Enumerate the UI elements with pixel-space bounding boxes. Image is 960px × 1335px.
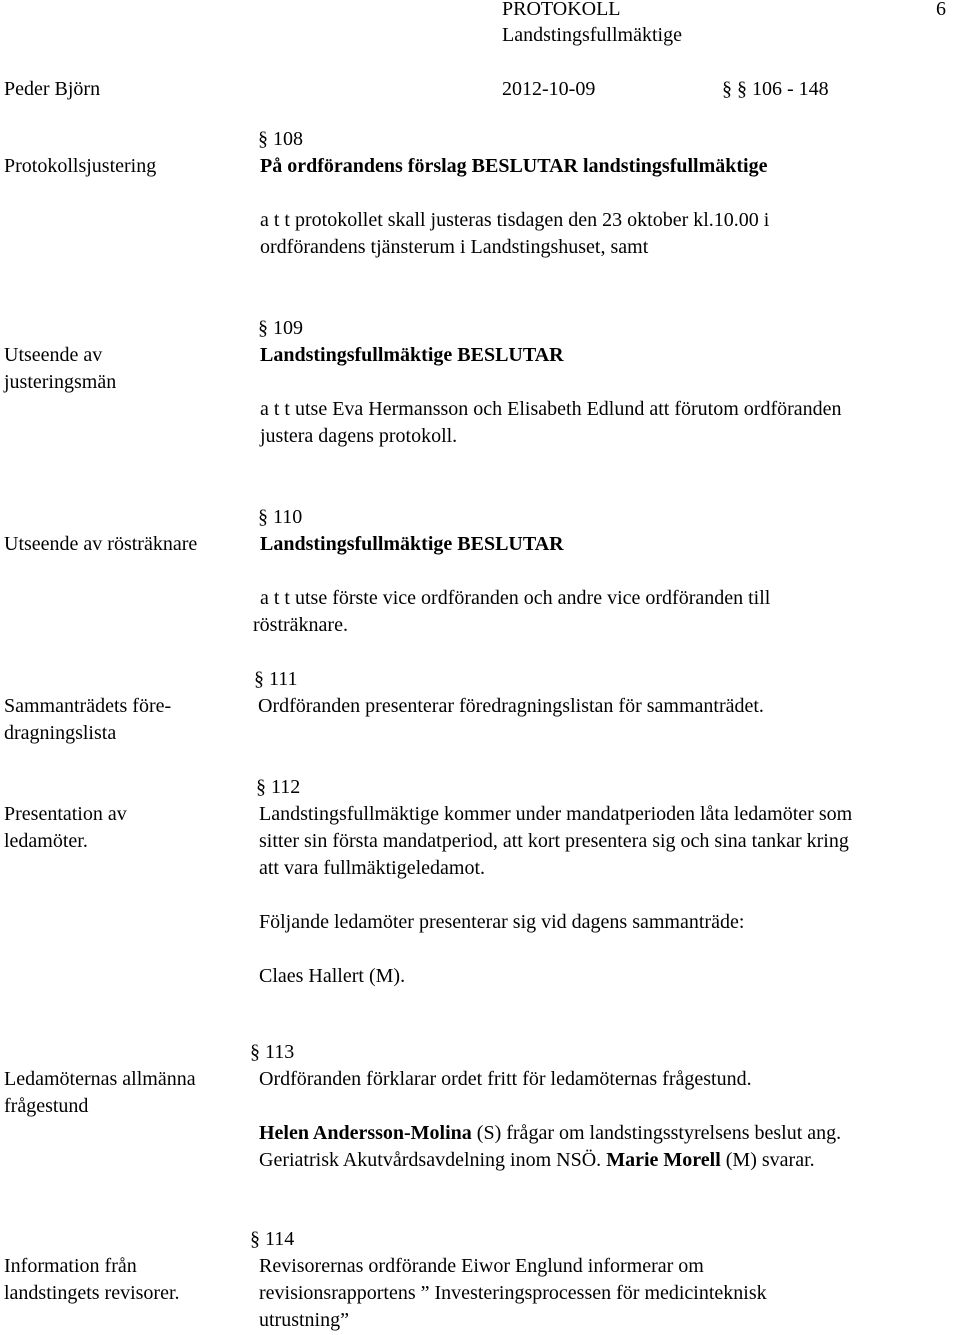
body-line-109-1: a t t utse Eva Hermansson och Elisabeth Edlund att förutom ordföranden — [260, 398, 842, 420]
body-line-108-2: ordförandens tjänsterum i Landstingshuset, samt — [260, 236, 649, 258]
answer-text: (M) svarar. — [720, 1149, 815, 1171]
meeting-date: 2012-10-09 — [502, 78, 596, 100]
question-text-continued: Geriatrisk Akutvårdsavdelning inom NSÖ. — [259, 1149, 607, 1171]
question-line-113-1 — [259, 1120, 841, 1147]
margin-label-113-2: frågestund — [4, 1095, 89, 1117]
body-line-108-1: a t t protokollet skall justeras tisdagen den 23 oktober kl.10.00 i — [260, 209, 770, 231]
margin-label-112-2: ledamöter. — [4, 830, 88, 852]
paragraph-number-112: § 112 — [256, 776, 301, 798]
body-line-111-1: Ordföranden presenterar föredragningslistan för sammanträdet. — [258, 695, 764, 717]
body-line-110-1: a t t utse förste vice ordföranden och andre vice ordföranden till — [260, 587, 771, 609]
margin-label-114-1: Information från — [4, 1255, 137, 1277]
paragraph-number-109: § 109 — [258, 317, 303, 339]
margin-label-109-1: Utseende av — [4, 344, 103, 366]
paragraph-number-111: § 111 — [254, 668, 298, 690]
margin-label-112-1: Presentation av — [4, 803, 127, 825]
document-subtitle: Landstingsfullmäktige — [502, 24, 682, 46]
presenting-members-intro: Följande ledamöter presenterar sig vid dagens sammanträde: — [259, 911, 745, 933]
decision-heading-108: På ordförandens förslag BESLUTAR landstingsfullmäktige — [260, 155, 768, 177]
author-name: Peder Björn — [4, 78, 101, 100]
margin-label-109-2: justeringsmän — [4, 371, 117, 393]
paragraph-number-110: § 110 — [258, 506, 303, 528]
body-line-112-1: Landstingsfullmäktige kommer under mandatperioden låta ledamöter som — [259, 803, 853, 825]
body-line-110-2: rösträknare. — [253, 614, 348, 636]
paragraph-number-113: § 113 — [250, 1041, 295, 1063]
body-line-114-3: utrustning” — [259, 1309, 349, 1331]
presenting-member-name: Claes Hallert (M). — [259, 965, 406, 987]
respondent-name: Marie Morell — [606, 1149, 721, 1171]
question-line-113-2 — [259, 1147, 815, 1174]
margin-label-113-1: Ledamöternas allmänna — [4, 1068, 196, 1090]
paragraph-number-114: § 114 — [250, 1228, 295, 1250]
body-line-114-1: Revisorernas ordförande Eiwor Englund informerar om — [259, 1255, 704, 1277]
questioner-name: Helen Andersson-Molina — [259, 1122, 472, 1144]
question-text: (S) frågar om landstingsstyrelsens beslut ang. — [471, 1122, 842, 1144]
body-line-112-2: sitter sin första mandatperiod, att kort presentera sig och sina tankar kring — [259, 830, 849, 852]
margin-label-111-2: dragningslista — [4, 722, 117, 744]
paragraph-range: § § 106 - 148 — [722, 78, 829, 100]
body-line-113-1: Ordföranden förklarar ordet fritt för ledamöternas frågestund. — [259, 1068, 752, 1090]
margin-label-111-1: Sammanträdets före- — [4, 695, 172, 717]
margin-label-108: Protokollsjustering — [4, 155, 157, 177]
margin-label-110: Utseende av rösträknare — [4, 533, 198, 555]
decision-heading-109: Landstingsfullmäktige BESLUTAR — [260, 344, 564, 366]
body-line-109-2: justera dagens protokoll. — [260, 425, 458, 447]
body-line-112-3: att vara fullmäktigeledamot. — [259, 857, 486, 879]
paragraph-number-108: § 108 — [258, 128, 303, 150]
body-line-114-2: revisionsrapportens ” Investeringsprocessen för medicinteknisk — [259, 1282, 767, 1304]
margin-label-114-2: landstingets revisorer. — [4, 1282, 180, 1304]
decision-heading-110: Landstingsfullmäktige BESLUTAR — [260, 533, 564, 555]
document-title: PROTOKOLL — [502, 0, 621, 20]
page-number: 6 — [936, 0, 946, 20]
